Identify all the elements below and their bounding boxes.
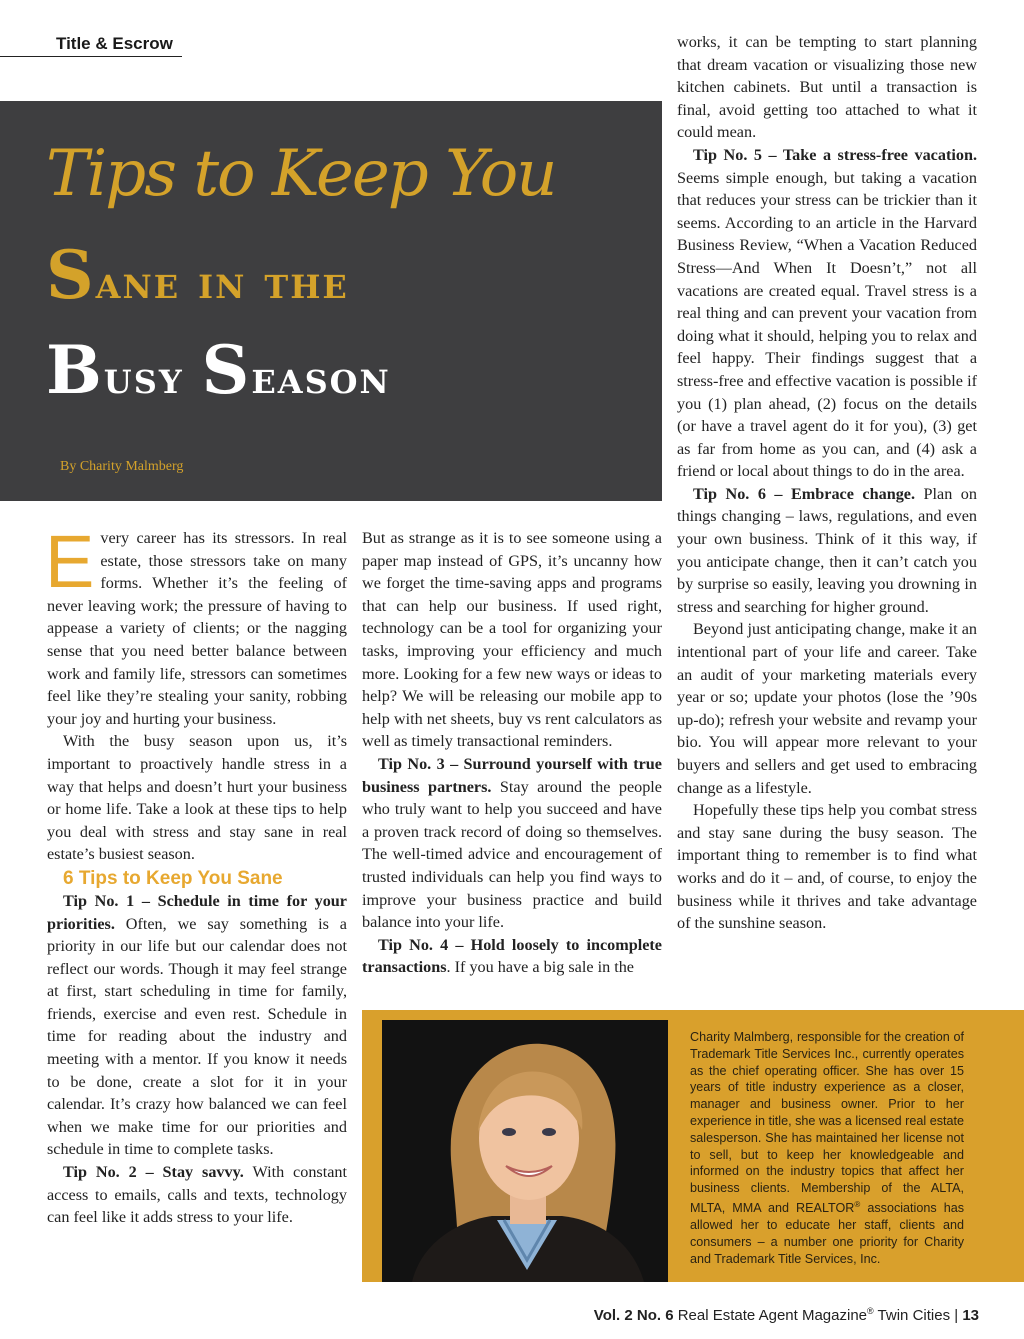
tip-1: Tip No. 1 – Schedule in time for your priorities. Often, we say something is a priority in our life but our calendar does not reflect our words. Though it may feel strange at first, start scheduling in time for family, friends, exercise and even rest. Schedule in time for reading about the industry and meeting with a mentor. If you know it needs to be done, create a slot for it in your calendar. It’s crazy how balanced we can feel when we make time for our priorities and schedule in time to complete tasks. <box>47 891 347 1159</box>
section-tag: Title & Escrow <box>0 34 182 57</box>
intro-paragraph: Every career has its stressors. In real estate, those stressors take on many forms. Whether it’s the feeling of never leaving work; the pressure of having to appease a variety of clients; or the nagging sense that you need better balance between work and family life, stressors can sometimes feel like they’re stealing your sanity, robbing your joy and hurting your business. <box>45 520 347 728</box>
paragraph: Beyond just anticipating change, make it an intentional part of your life and career. Take an audit of your marketing materials every year or so; update your photos (lose the ’90s up-do); refresh your website and revamp your bio. You will appear more relevant to your buyers and sellers and get used to embracing change as a lifestyle. <box>677 620 977 797</box>
tip-3: Tip No. 3 – Surround yourself with true business partners. Stay around the people who truly want to help you succeed and have a proven track record of doing so themselves. The well-timed advice and encouragement of trusted individuals can help you find ways to improve your business practice and build balance into your life. <box>362 754 662 932</box>
page-footer: Vol. 2 No. 6 Real Estate Agent Magazine® Twin Cities | 13 <box>593 1306 979 1324</box>
paragraph: Hopefully these tips help you combat stress and stay sane during the busy season. The important thing to remember is to find what works and do it – and, of course, to enjoy the business while it thrives and take advantage of the sunshine season. <box>677 801 977 933</box>
paragraph: works, it can be tempting to start planning that dream vacation or visualizing those new kitchen cabinets. But until a transaction is final, avoid getting too attached to what it could mean. <box>677 33 977 142</box>
author-bio: Charity Malmberg, responsible for the creation of Trademark Title Services Inc., currently operates as the chief operating officer. She has over 15 years of title industry experience as a closer, manager and business owner. Prior to her experience in title, she was a licensed real estate salesperson. She has maintained her license not to sell, but to keep her knowledgeable and informed on the industry topics that affect her business clients. Membership of the ALTA, MLTA, MMA and REALTOR® associations has allowed her to educate her staff, clients and consumers – a number one priority for Charity and Trademark Title Services, Inc. <box>690 1030 965 1266</box>
byline: By Charity Malmberg <box>60 459 184 474</box>
tip-5: Tip No. 5 – Take a stress-free vacation. Seems simple enough, but taking a vacation that reduces your stress can be trickier than it seems. According to an article in the Harvard Business Review, “When a Vacation Reduced Stress—And When It Doesn’t,” not all vacations are created equal. Travel stress is a real thing and can prevent your vacation from doing what it should, helping you to relax and feel happy. Their findings suggest that a stress-free and effective vacation is possible if you (1) plan ahead, (2) focus on the details (or have a travel agent do it for you), (3) get as far from home as you can, and (4) ask a friend or local about things to do in the area. <box>677 145 977 481</box>
author-bio-box <box>362 1010 1024 1282</box>
article-column-3 <box>677 31 977 935</box>
article-column-2 <box>362 527 662 979</box>
subheading: 6 Tips to Keep You Sane <box>63 867 283 889</box>
tip-6: Tip No. 6 – Embrace change. Plan on things changing – laws, regulations, and even your own business. Think of it this way, if you anticipate change, then it can’t catch you by surprise so easily, leaving you drowning in stress and searching for higher ground. <box>677 484 977 616</box>
title-line-2: Sane in the <box>46 236 349 314</box>
drop-cap: E <box>45 520 95 603</box>
title-line-1: Tips to Keep You <box>46 137 556 211</box>
article-column-1 <box>45 520 347 1229</box>
tip-4: Tip No. 4 – Hold loosely to incomplete transactions. If you have a big sale in the <box>362 935 662 977</box>
author-photo <box>382 1020 668 1282</box>
title-line-3: Busy Season <box>46 331 391 409</box>
page-number: 13 <box>962 1307 979 1324</box>
paragraph: With the busy season upon us, it’s important to proactively handle stress in a way that helps and doesn’t hurt your business or home life. Take a look at these tips to help you deal with stress and stay sane in real estate’s busiest season. <box>47 732 347 864</box>
tip-2: Tip No. 2 – Stay savvy. With constant access to emails, calls and texts, technology can feel like it adds stress to your life. <box>47 1163 347 1227</box>
paragraph: But as strange as it is to see someone using a paper map instead of GPS, it’s uncanny how we forget the time-saving apps and programs that can help our business. If used right, technology can be a tool for organizing your tasks, improving your efficiency and much more. Looking for a few new ways or ideas to help? We will be releasing our mobile app to help with net sheets, buy vs rent calculators as well as timely transactional reminders. <box>362 529 662 751</box>
hero-banner <box>0 101 662 501</box>
issue-label: Vol. 2 No. 6 <box>593 1307 674 1324</box>
